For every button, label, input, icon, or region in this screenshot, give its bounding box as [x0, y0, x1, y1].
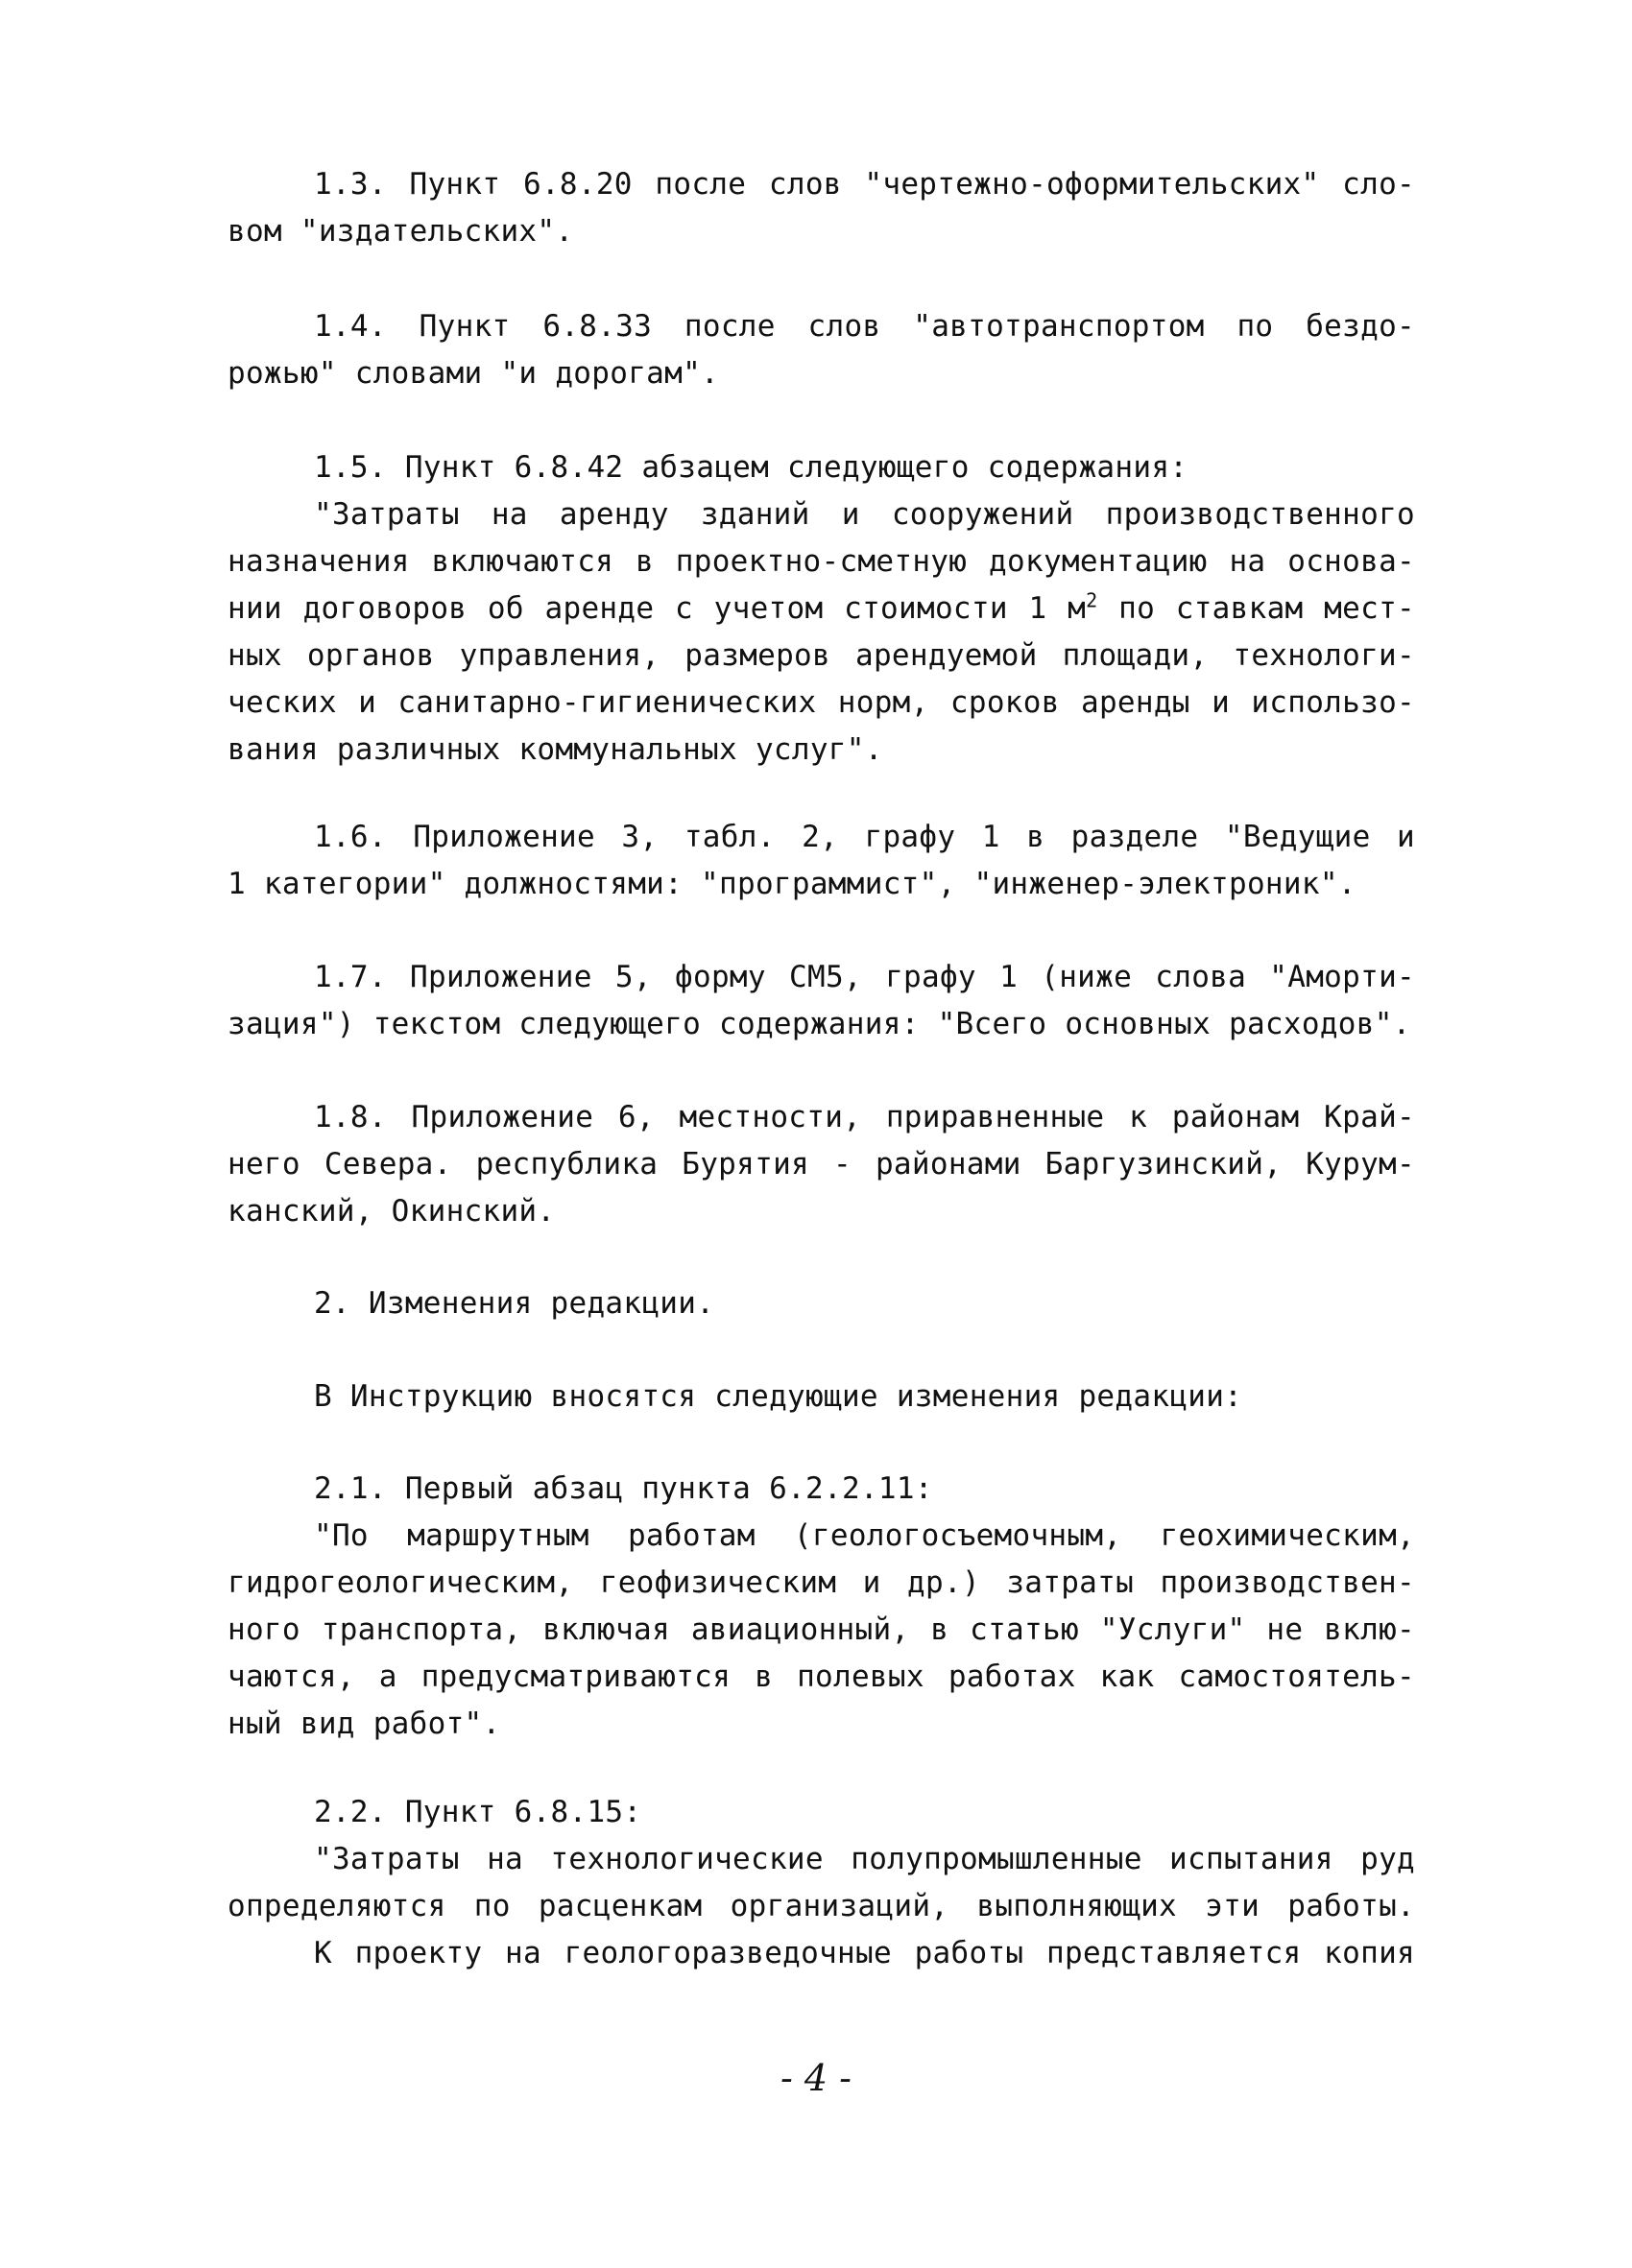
item-1-3: [228, 161, 1415, 255]
item-line: 1.3. Пункт 6.8.20 после слов "чертежно-оформительских" сло-: [314, 167, 1415, 202]
item-line: вания различных коммунальных услуг".: [228, 732, 883, 767]
item-line: вом "издательских".: [228, 214, 574, 249]
item-line: 1.6. Приложение 3, табл. 2, графу 1 в разделе "Ведущие и: [314, 820, 1415, 854]
item-line: чаются, а предусматриваются в полевых работах как самостоятель-: [228, 1659, 1415, 1694]
item-1-8: [228, 1094, 1415, 1235]
section-2-intro: [228, 1373, 1415, 1420]
square-meter-superscript: 2: [1086, 588, 1098, 612]
item-line-with-superscript: [228, 585, 1415, 633]
item-line: ных органов управления, размеров арендуемой площади, технологи-: [228, 638, 1415, 673]
item-line: "По маршрутным работам (геологосъемочным, геохимическим,: [314, 1518, 1415, 1553]
item-line: него Севера. республика Бурятия - районами Баргузинский, Курум-: [228, 1147, 1415, 1182]
item-line: канский, Окинский.: [228, 1194, 556, 1229]
item-line: К проекту на геологоразведочные работы представляется копия: [314, 1936, 1415, 1970]
item-1-6: [228, 814, 1415, 908]
item-line: "Затраты на технологические полупромышленные испытания руд: [314, 1842, 1415, 1876]
item-1-7: [228, 954, 1415, 1048]
item-line: 2. Изменения редакции.: [314, 1286, 715, 1321]
item-line: 1.5. Пункт 6.8.42 абзацем следующего содержания:: [314, 450, 1188, 485]
item-1-5: [228, 444, 1415, 774]
item-line: ный вид работ".: [228, 1707, 501, 1741]
item-line: "Затраты на аренду зданий и сооружений производственного: [314, 497, 1415, 532]
item-line: ного транспорта, включая авиационный, в статью "Услуги" не вклю-: [228, 1612, 1415, 1647]
section-2-heading: [228, 1280, 1415, 1327]
item-line: ческих и санитарно-гигиенических норм, сроков аренды и использо-: [228, 685, 1415, 720]
item-2-2: [228, 1789, 1415, 1977]
item-line: определяются по расценкам организаций, выполняющих эти работы.: [228, 1889, 1415, 1923]
item-line: зация") текстом следующего содержания: "Всего основных расходов".: [228, 1007, 1411, 1041]
line-part-after-superscript: по ставкам мест-: [1118, 591, 1415, 626]
line-part-before-superscript: нии договоров об аренде с учетом стоимости 1 м: [228, 591, 1087, 626]
item-line: гидрогеологическим, геофизическим и др.) затраты производствен-: [228, 1565, 1415, 1600]
item-line: В Инструкцию вносятся следующие изменения редакции:: [314, 1379, 1243, 1414]
item-line: рожью" словами "и дорогам".: [228, 356, 720, 391]
item-line: 2.1. Первый абзац пункта 6.2.2.11:: [314, 1471, 933, 1506]
item-line: 2.2. Пункт 6.8.15:: [314, 1795, 642, 1829]
item-1-4: [228, 303, 1415, 397]
item-line: 1.8. Приложение 6, местности, приравненные к районам Край-: [314, 1100, 1415, 1134]
item-line: 1 категории" должностями: "программист", "инженер-электроник".: [228, 867, 1356, 901]
item-line: назначения включаются в проектно-сметную документацию на основа-: [228, 544, 1415, 579]
page-number: - 4 -: [780, 2057, 852, 2099]
item-2-1: [228, 1466, 1415, 1748]
item-line: 1.7. Приложение 5, форму СМ5, графу 1 (ниже слова "Аморти-: [314, 960, 1415, 994]
item-line: 1.4. Пункт 6.8.33 после слов "автотранспортом по бездо-: [314, 309, 1415, 344]
